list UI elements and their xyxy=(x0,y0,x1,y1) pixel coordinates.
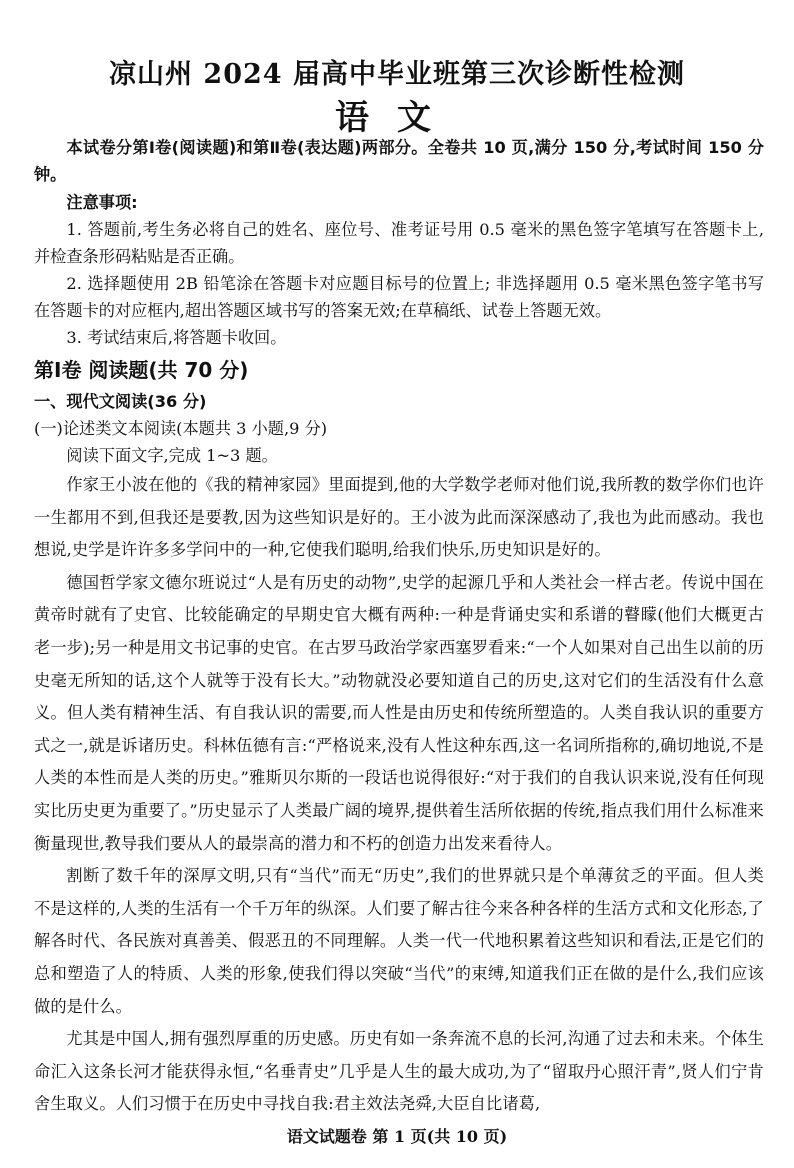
note-item: 1. 答题前,考生务必将自己的姓名、座位号、准考证号用 0.5 毫米的黑色签字笔填写在答题卡上,并检查条形码粘贴是否正确。 xyxy=(34,220,764,266)
subsection-heading: (一)论述类文本阅读(本题共 3 小题,9 分) xyxy=(34,419,328,438)
volume-title: 第Ⅰ卷 阅读题(共 70 分) xyxy=(34,358,249,382)
page-footer: 语文试题卷 第 1 页(共 10 页) xyxy=(286,1127,508,1146)
passage-paragraph: 德国哲学家文德尔班说过“人是有历史的动物”,史学的起源几乎和人类社会一样古老。传说中国在黄帝时就有了史官、比较能确定的早期史官大概有两种:一种是背诵史实和系谱的瞽矇(他们大概更古老一步);另一种是用文书记事的史官。在古罗马政治学家西塞罗看来:“一个人如果对自己出生以前的历史毫无所知的话,这个人就等于没有长大。”动物就没必要知道自己的历史,这对它们的生活没有什么意义。但人类有精神生活、有自我认识的需要,而人性是由历史和传统所塑造的。人类自我认识的重要方式之一,就是诉诸历史。科林伍德有言:“严格说来,没有人性这种东西,这一名词所指称的,确切地说,不是人类的本性而是人类的历史。”雅斯贝尔斯的一段话也说得很好:“对于我们的自我认识来说,没有任何现实比历史更为重要了。”历史显示了人类最广阔的境界,提供着生活所依据的传统,指点我们用什么标准来衡量现世,教导我们要从人的最崇高的潜力和不朽的创造力出发来看待人。 xyxy=(34,572,764,853)
exam-body xyxy=(34,134,764,1121)
note-item: 3. 考试结束后,将答题卡收回。 xyxy=(66,328,287,347)
reading-instruction: 阅读下面文字,完成 1~3 题。 xyxy=(66,446,278,465)
reading-passage xyxy=(34,469,764,1121)
exam-title: 凉山州 2024 届高中毕业班第三次诊断性检测 xyxy=(109,59,685,90)
passage-paragraph: 割断了数千年的深厚文明,只有“当代”而无“历史”,我们的世界就只是个单薄贫乏的平面。但人类不是这样的,人类的生活有一个千万年的纵深。人们要了解古往今来各种各样的生活方式和文化形态,了解各时代、各民族对真善美、假恶丑的不同理解。人类一代一代地积累着这些知识和看法,正是它们的总和塑造了人的特质、人类的形象,使我们得以突破“当代”的束缚,知道我们正在做的是什么,我们应该做的是什么。 xyxy=(34,866,764,1016)
subject-title: 语文 xyxy=(335,98,459,138)
passage-paragraph: 作家王小波在他的《我的精神家园》里面提到,他的大学数学老师对他们说,我所教的数学你们也许一生都用不到,但我还是要教,因为这些知识是好的。王小波为此而深深感动了,我也为此而感动。我也想说,史学是许许多多学问中的一种,它使我们聪明,给我们快乐,历史知识是好的。 xyxy=(34,475,764,560)
note-item: 2. 选择题使用 2B 铅笔涂在答题卡对应题目标号的位置上; 非选择题用 0.5 毫米黑色签字笔书写在答题卡的对应框内,超出答题区域书写的答案无效;在草稿纸、试卷上答题无效。 xyxy=(34,274,764,320)
notes-heading: 注意事项: xyxy=(66,193,138,212)
exam-intro: 本试卷分第Ⅰ卷(阅读题)和第Ⅱ卷(表达题)两部分。全卷共 10 页,满分 150 分,考试时间 150 分钟。 xyxy=(34,138,764,184)
passage-paragraph: 尤其是中国人,拥有强烈厚重的历史感。历史有如一条奔流不息的长河,沟通了过去和未来。个体生命汇入这条长河才能获得永恒,“名垂青史”几乎是人生的最大成功,为了“留取丹心照汗青”,贤人们宁肯舍生取义。人们习惯于在历史中寻找自我:君主效法尧舜,大臣自比诸葛, xyxy=(34,1029,764,1114)
section-heading: 一、现代文阅读(36 分) xyxy=(34,392,207,411)
